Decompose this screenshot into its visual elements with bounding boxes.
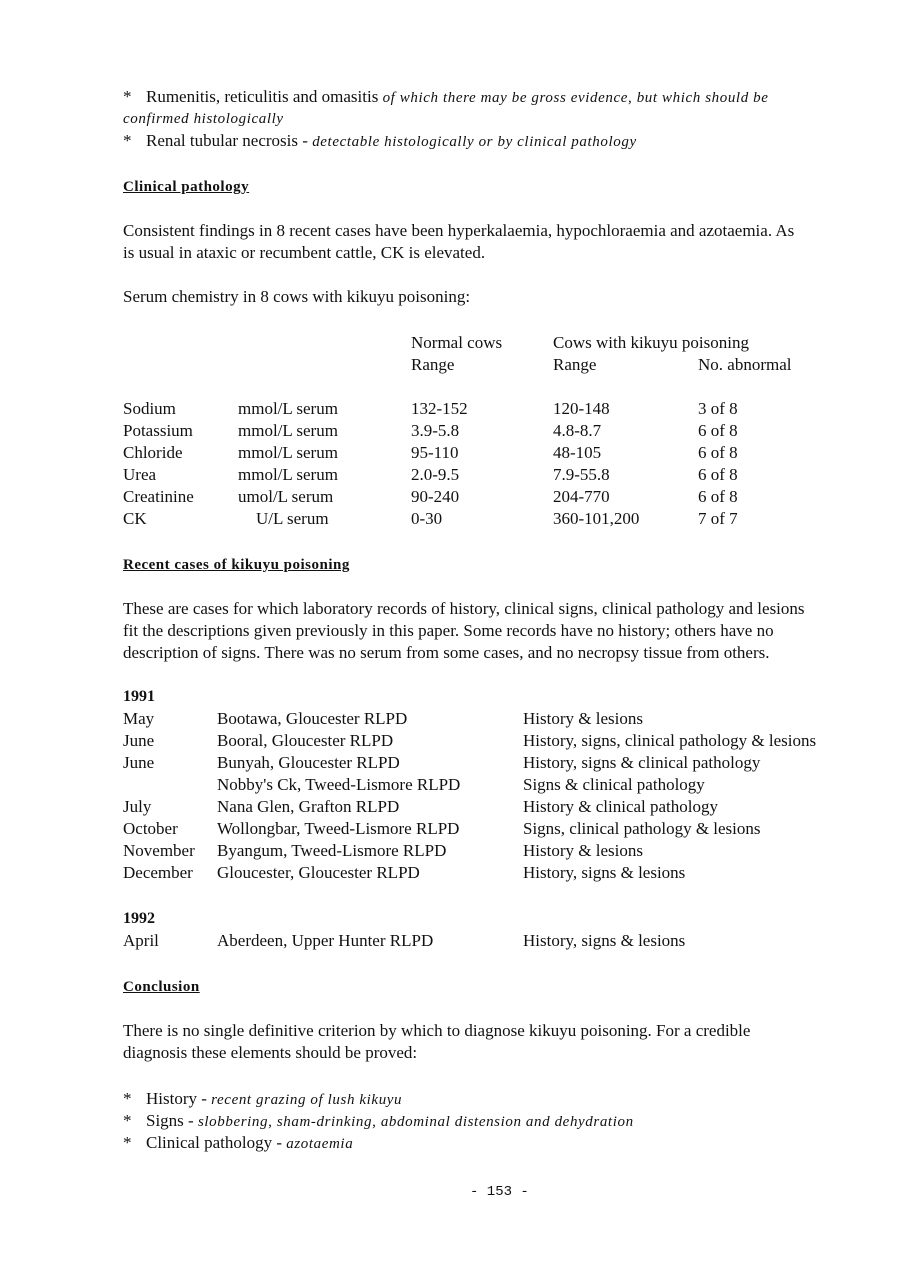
row-normal-range: 0-30 bbox=[411, 509, 443, 528]
recent-cases-para-line1: These are cases for which laboratory records of history, clinical signs, clinical pathology and lesions bbox=[123, 599, 805, 618]
case-records: History & lesions bbox=[523, 841, 643, 860]
bullet-marker: * bbox=[123, 1089, 132, 1108]
conclusion-bullet bbox=[123, 1132, 353, 1155]
row-normal-range: 95-110 bbox=[411, 443, 459, 462]
row-abnormal: 6 of 8 bbox=[698, 421, 738, 440]
row-normal-range: 2.0-9.5 bbox=[411, 465, 460, 484]
row-unit: mmol/L serum bbox=[238, 421, 338, 440]
row-analyte: Chloride bbox=[123, 443, 183, 462]
case-location: Nana Glen, Grafton RLPD bbox=[217, 797, 400, 816]
case-month: June bbox=[123, 753, 155, 772]
row-abnormal: 6 of 8 bbox=[698, 465, 738, 484]
case-records: History, signs & clinical pathology bbox=[523, 753, 761, 772]
row-analyte: Potassium bbox=[123, 421, 193, 440]
bullet-note: detectable histologically or by clinical pathology bbox=[312, 134, 637, 150]
bullet-note: recent grazing of lush kikuyu bbox=[211, 1092, 403, 1108]
row-kikuyu-range: 360-101,200 bbox=[553, 509, 640, 528]
conclusion-bullet bbox=[123, 1088, 402, 1111]
case-location: Aberdeen, Upper Hunter RLPD bbox=[217, 931, 434, 950]
bullet-note: slobbering, sham-drinking, abdominal distension and dehydration bbox=[197, 1114, 634, 1130]
row-abnormal: 6 of 8 bbox=[698, 487, 738, 506]
bullet-term: Clinical pathology - bbox=[146, 1133, 282, 1152]
bullet-term: History - bbox=[146, 1089, 207, 1108]
lesion-bullet-2 bbox=[123, 130, 900, 153]
row-unit: mmol/L serum bbox=[238, 399, 338, 418]
table-caption: Serum chemistry in 8 cows with kikuyu poisoning: bbox=[123, 287, 471, 306]
case-location: Byangum, Tweed-Lismore RLPD bbox=[217, 841, 447, 860]
bullet-marker: * bbox=[123, 1111, 132, 1130]
row-normal-range: 3.9-5.8 bbox=[411, 421, 460, 440]
year-1992: 1992 bbox=[123, 910, 155, 927]
row-analyte: Creatinine bbox=[123, 487, 194, 506]
header-normal-range: Range bbox=[411, 355, 455, 374]
header-kikuyu-range: Range bbox=[553, 355, 597, 374]
conclusion-para-line1: There is no single definitive criterion by which to diagnose kikuyu poisoning. For a credible bbox=[123, 1021, 751, 1040]
case-location: Bootawa, Gloucester RLPD bbox=[217, 709, 408, 728]
page-number: - 153 - bbox=[470, 1184, 529, 1200]
case-records: History, signs, clinical pathology & lesions bbox=[523, 731, 817, 750]
bullet-term: Rumenitis, reticulitis and omasitis bbox=[146, 87, 379, 106]
row-analyte: Sodium bbox=[123, 399, 176, 418]
header-normal-cows: Normal cows bbox=[411, 333, 503, 352]
case-location: Gloucester, Gloucester RLPD bbox=[217, 863, 420, 882]
year-1991: 1991 bbox=[123, 688, 155, 705]
recent-cases-para-line3: description of signs. There was no serum from some cases, and no necropsy tissue from others. bbox=[123, 643, 770, 662]
header-no-abnormal: No. abnormal bbox=[698, 355, 792, 374]
case-month: December bbox=[123, 863, 193, 882]
row-analyte: Urea bbox=[123, 465, 157, 484]
case-records: History, signs & lesions bbox=[523, 931, 686, 950]
case-month: May bbox=[123, 709, 155, 728]
recent-cases-heading: Recent cases of kikuyu poisoning bbox=[123, 557, 350, 573]
bullet-term: Renal tubular necrosis - bbox=[146, 131, 308, 150]
conclusion-bullet bbox=[123, 1110, 634, 1133]
case-month: November bbox=[123, 841, 195, 860]
row-kikuyu-range: 48-105 bbox=[553, 443, 602, 462]
case-location: Nobby's Ck, Tweed-Lismore RLPD bbox=[217, 775, 461, 794]
case-location: Bunyah, Gloucester RLPD bbox=[217, 753, 400, 772]
bullet-marker: * bbox=[123, 87, 132, 106]
row-normal-range: 132-152 bbox=[411, 399, 468, 418]
lesion-bullet-1 bbox=[123, 86, 900, 109]
bullet-note: azotaemia bbox=[286, 1136, 354, 1152]
case-location: Wollongbar, Tweed-Lismore RLPD bbox=[217, 819, 460, 838]
row-kikuyu-range: 4.8-8.7 bbox=[553, 421, 602, 440]
case-month: July bbox=[123, 797, 152, 816]
row-kikuyu-range: 120-148 bbox=[553, 399, 610, 418]
row-unit: mmol/L serum bbox=[238, 443, 338, 462]
row-abnormal: 3 of 8 bbox=[698, 399, 738, 418]
row-unit: U/L serum bbox=[256, 509, 329, 528]
row-kikuyu-range: 204-770 bbox=[553, 487, 610, 506]
bullet-note: of which there may be gross evidence, but which should be bbox=[382, 90, 769, 106]
clinical-pathology-heading: Clinical pathology bbox=[123, 179, 250, 195]
row-analyte: CK bbox=[123, 509, 147, 528]
header-kikuyu-cows: Cows with kikuyu poisoning bbox=[553, 333, 749, 352]
case-records: Signs & clinical pathology bbox=[523, 775, 705, 794]
case-records: Signs, clinical pathology & lesions bbox=[523, 819, 761, 838]
case-month: April bbox=[123, 931, 159, 950]
case-month: October bbox=[123, 819, 178, 838]
recent-cases-para-line2: fit the descriptions given previously in this paper. Some records have no history; others have no bbox=[123, 621, 774, 640]
clinical-pathology-para-line2: is usual in ataxic or recumbent cattle, CK is elevated. bbox=[123, 243, 486, 262]
case-records: History, signs & lesions bbox=[523, 863, 686, 882]
conclusion-heading: Conclusion bbox=[123, 979, 200, 995]
row-kikuyu-range: 7.9-55.8 bbox=[553, 465, 610, 484]
row-unit: mmol/L serum bbox=[238, 465, 338, 484]
lesion-bullet-1-continuation: confirmed histologically bbox=[123, 111, 284, 127]
row-unit: umol/L serum bbox=[238, 487, 334, 506]
row-abnormal: 6 of 8 bbox=[698, 443, 738, 462]
row-normal-range: 90-240 bbox=[411, 487, 460, 506]
conclusion-para-line2: diagnosis these elements should be proved: bbox=[123, 1043, 418, 1062]
row-abnormal: 7 of 7 bbox=[698, 509, 738, 528]
bullet-term: Signs - bbox=[146, 1111, 194, 1130]
case-month: June bbox=[123, 731, 155, 750]
clinical-pathology-para-line1: Consistent findings in 8 recent cases have been hyperkalaemia, hypochloraemia and azotaemia. As bbox=[123, 221, 795, 240]
case-location: Booral, Gloucester RLPD bbox=[217, 731, 394, 750]
bullet-marker: * bbox=[123, 131, 132, 150]
bullet-marker: * bbox=[123, 1133, 132, 1152]
case-records: History & clinical pathology bbox=[523, 797, 718, 816]
case-records: History & lesions bbox=[523, 709, 643, 728]
